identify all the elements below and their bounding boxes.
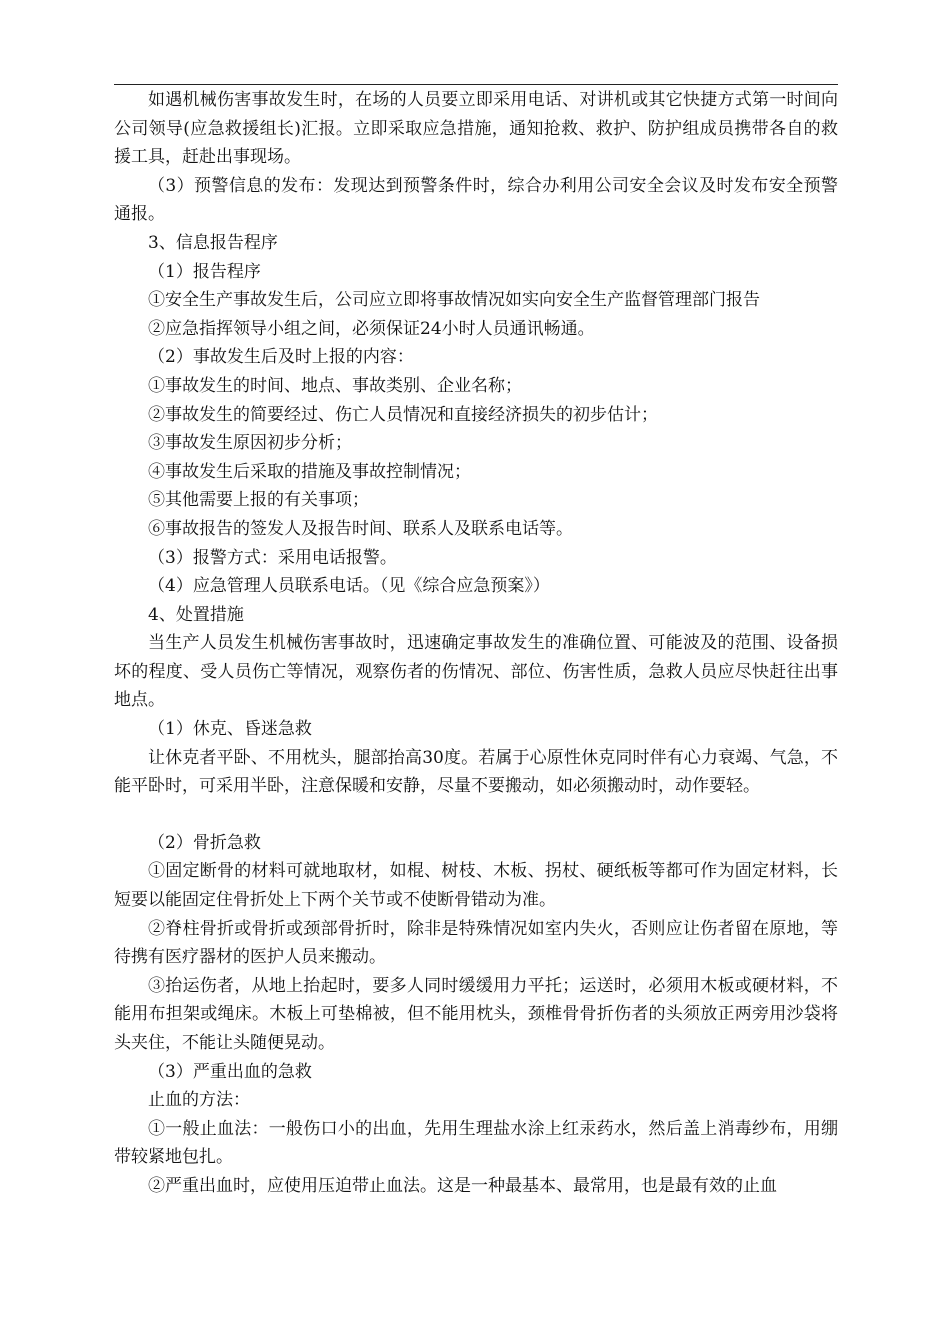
paragraph-warning-release: （3）预警信息的发布：发现达到预警条件时，综合办利用公司安全会议及时发布安全预警通报。 bbox=[114, 175, 838, 225]
subheading-shock-coma: （1）休克、昏迷急救 bbox=[148, 719, 312, 740]
header-rule bbox=[114, 84, 838, 85]
list-item: ①安全生产事故发生后，公司应立即将事故情况如实向安全生产监督管理部门报告 bbox=[148, 290, 760, 311]
list-item: ③抬运伤者，从地上抬起时，要多人同时缓缓用力平托；运送时，必须用木板或硬材料，不能用布担架或绳床。木板上可垫棉被，但不能用枕头，颈椎骨骨折伤者的头须放正两旁用沙袋将头夹住，不能让头随便晃动。 bbox=[114, 975, 838, 1053]
list-item: ⑤其他需要上报的有关事项； bbox=[148, 490, 369, 511]
heading-info-report-procedure: 3、信息报告程序 bbox=[148, 232, 278, 253]
list-item: ①固定断骨的材料可就地取材，如棍、树枝、木板、拐杖、硬纸板等都可作为固定材料，长短要以能固定住骨折处上下两个关节或不使断骨错动为准。 bbox=[114, 861, 838, 911]
list-item: ③事故发生原因初步分析； bbox=[148, 433, 352, 454]
list-item: ①一般止血法：一般伤口小的出血，先用生理盐水涂上红汞药水，然后盖上消毒纱布，用绷带较紧地包扎。 bbox=[114, 1118, 838, 1168]
subheading-report-procedure: （1）报告程序 bbox=[148, 261, 261, 282]
list-item: ⑥事故报告的签发人及报告时间、联系人及联系电话等。 bbox=[148, 518, 573, 539]
paragraph-disposal-intro: 当生产人员发生机械伤害事故时，迅速确定事故发生的准确位置、可能波及的范围、设备损坏的程度、受人员伤亡等情况，观察伤者的伤情况、部位、伤害性质，急救人员应尽快赶往出事地点。 bbox=[114, 633, 838, 711]
list-item: ④事故发生后采取的措施及事故控制情况； bbox=[148, 461, 471, 482]
paragraph-emergency-report: 如遇机械伤害事故发生时，在场的人员要立即采用电话、对讲机或其它快捷方式第一时间向公司领导(应急救援组长)汇报。立即采取应急措施，通知抢救、救护、防护组成员携带各自的救援工具，赶赴出事现场。 bbox=[114, 90, 838, 168]
paragraph-shock-treatment: 让休克者平卧、不用枕头，腿部抬高30度。若属于心原性休克同时伴有心力衰竭、气急，不能平卧时，可采用半卧，注意保暖和安静，尽量不要搬动，如必须搬动时，动作要轻。 bbox=[114, 747, 838, 797]
list-item: ②严重出血时，应使用压迫带止血法。这是一种最基本、最常用，也是最有效的止血 bbox=[148, 1175, 777, 1196]
subheading-report-contents: （2）事故发生后及时上报的内容： bbox=[148, 347, 414, 368]
blank-line bbox=[114, 801, 838, 829]
paragraph-hemostasis-methods: 止血的方法： bbox=[148, 1090, 250, 1111]
list-item: ②应急指挥领导小组之间，必须保证24小时人员通讯畅通。 bbox=[148, 318, 595, 339]
list-item: ②事故发生的简要经过、伤亡人员情况和直接经济损失的初步估计； bbox=[148, 404, 658, 425]
subheading-alarm-method: （3）报警方式：采用电话报警。 bbox=[148, 547, 397, 568]
list-item: ①事故发生的时间、地点、事故类别、企业名称； bbox=[148, 375, 522, 396]
heading-disposal-measures: 4、处置措施 bbox=[148, 604, 244, 625]
subheading-fracture: （2）骨折急救 bbox=[148, 832, 261, 853]
subheading-contact-phone: （4）应急管理人员联系电话。（见《综合应急预案》） bbox=[148, 576, 550, 597]
subheading-severe-bleeding: （3）严重出血的急救 bbox=[148, 1061, 312, 1082]
list-item: ②脊柱骨折或骨折或颈部骨折时，除非是特殊情况如室内失火，否则应让伤者留在原地，等待携有医疗器材的医护人员来搬动。 bbox=[114, 918, 838, 968]
document-page bbox=[114, 84, 838, 1201]
